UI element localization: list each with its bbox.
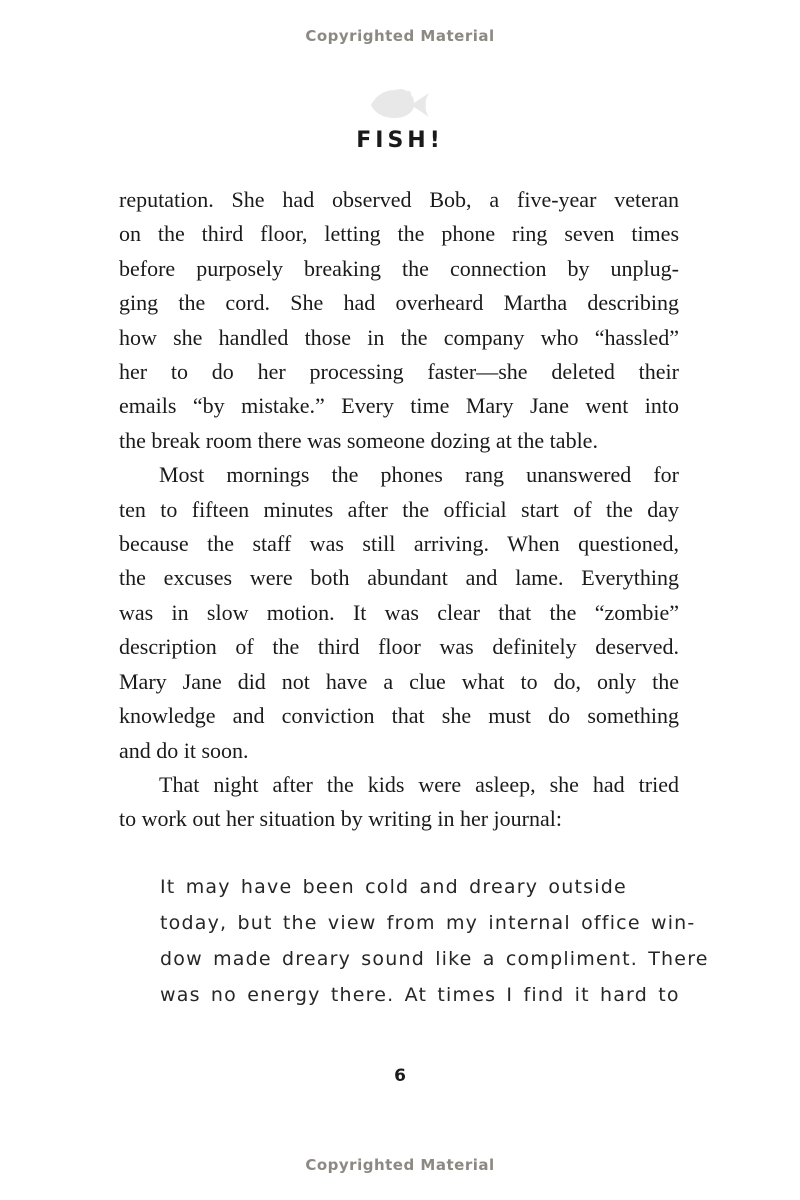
text-line: emails “by mistake.” Every time Mary Jane went into	[119, 393, 679, 419]
page-number: 6	[394, 1066, 406, 1086]
paragraph	[119, 183, 679, 458]
text-line: That night after the kids were asleep, she had tried	[159, 771, 679, 797]
text-line: her to do her processing faster—she deleted their	[119, 359, 679, 385]
chapter-running-head	[0, 86, 800, 153]
text-line: knowledge and conviction that she must do something	[119, 703, 679, 729]
text-line: reputation. She had observed Bob, a five-year veteran	[119, 187, 679, 212]
journal-line: was no energy there. At times I find it hard to	[160, 984, 680, 1006]
journal-excerpt	[160, 869, 709, 1013]
journal-line: today, but the view from my internal office win-	[160, 912, 696, 934]
text-line: was in slow motion. It was clear that the “zombie”	[119, 599, 679, 625]
text-line: on the third floor, letting the phone ring seven times	[119, 221, 679, 247]
body-text	[119, 183, 679, 837]
text-line: description of the third floor was definitely deserved.	[119, 634, 679, 660]
text-line: to work out her situation by writing in her journal:	[119, 806, 562, 832]
book-title: FISH!	[356, 128, 444, 153]
copyright-notice-bottom: Copyrighted Material	[305, 1156, 495, 1174]
paragraph	[119, 458, 679, 768]
text-line: before purposely breaking the connection by unplug-	[119, 255, 679, 281]
journal-line: It may have been cold and dreary outside	[160, 876, 627, 898]
text-line: ten to fifteen minutes after the official start of the day	[119, 496, 679, 522]
text-line: because the staff was still arriving. When questioned,	[119, 531, 679, 557]
text-line: and do it soon.	[119, 737, 249, 763]
text-line: how she handled those in the company who “hassled”	[119, 324, 679, 350]
paragraph	[119, 768, 679, 837]
journal-line: dow made dreary sound like a compliment. There	[160, 948, 709, 970]
text-line: Mary Jane did not have a clue what to do, only the	[119, 668, 679, 694]
text-line: the excuses were both abundant and lame. Everything	[119, 565, 679, 591]
fish-icon	[0, 86, 800, 122]
text-line: ging the cord. She had overheard Martha describing	[119, 290, 679, 316]
text-line: the break room there was someone dozing at the table.	[119, 427, 598, 453]
copyright-notice-top: Copyrighted Material	[305, 27, 495, 45]
text-line: Most mornings the phones rang unanswered for	[159, 462, 679, 488]
